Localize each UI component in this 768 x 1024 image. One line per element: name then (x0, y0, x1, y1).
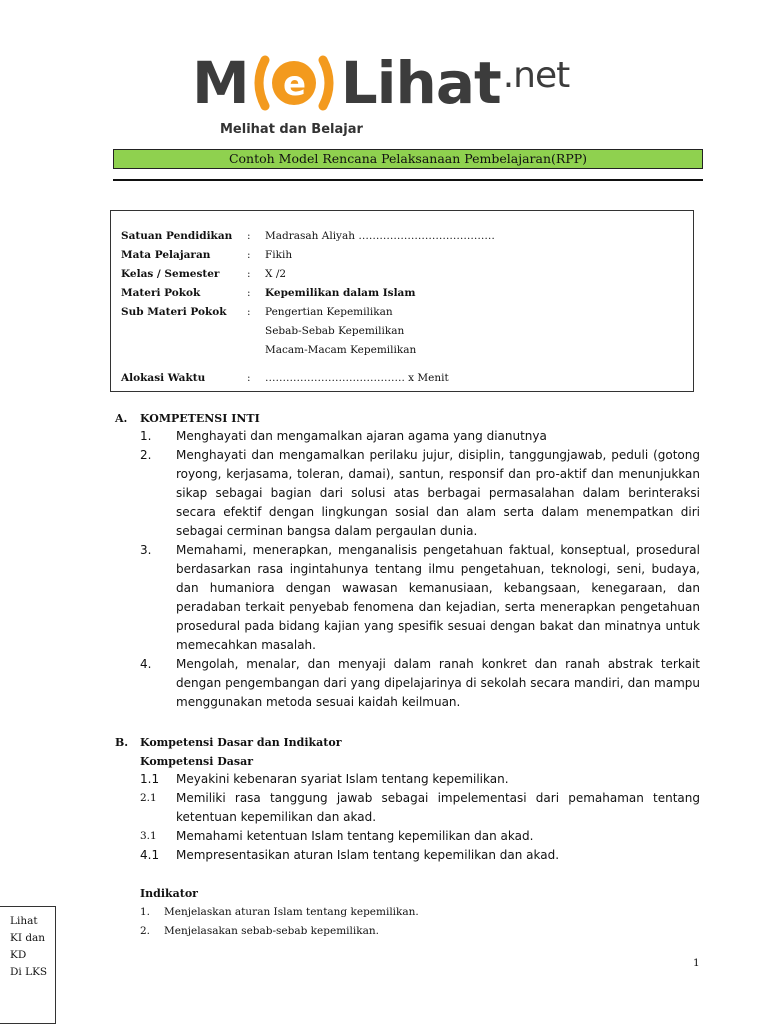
indikator-list (140, 903, 700, 941)
item-number: 1. (140, 906, 151, 918)
section-title: Kompetensi Dasar dan Indikator (140, 736, 342, 749)
list-item (140, 541, 700, 655)
info-value: …………………………………. x Menit (265, 372, 449, 384)
kompetensi-inti-list (140, 427, 700, 712)
side-note-box (0, 906, 56, 1024)
info-value: Macam-Macam Kepemilikan (265, 344, 417, 356)
logo-letter-m: M (192, 49, 249, 117)
info-colon: : (247, 372, 251, 384)
list-item (140, 903, 700, 922)
info-value: Pengertian Kepemilikan (265, 306, 393, 318)
info-value: X /2 (265, 268, 287, 280)
list-item (140, 789, 700, 827)
logo-letter-e: e (282, 64, 305, 104)
info-label: Sub Materi Pokok (121, 306, 227, 318)
item-number: 2. (140, 925, 151, 937)
list-item (140, 655, 700, 712)
logo-tagline: Melihat dan Belajar (220, 122, 363, 137)
info-label: Mata Pelajaran (121, 249, 211, 261)
kompetensi-dasar-list (140, 770, 700, 865)
list-item (140, 827, 700, 846)
identity-box (110, 210, 694, 392)
item-number: 3.1 (140, 830, 157, 842)
item-text: Mempresentasikan aturan Islam tentang kepemilikan dan akad. (176, 848, 560, 862)
info-label: Satuan Pendidikan (121, 230, 233, 242)
info-label: Materi Pokok (121, 287, 201, 299)
item-number: 2. (140, 448, 152, 462)
item-text: Mengolah, menalar, dan menyaji dalam ranah konkret dan ranah abstrak terkait dengan pengembangan dari yang dipelajarinya di sekolah secara mandiri, dan mampu menggunakan metoda sesuai kaidah keilmuan. (176, 657, 700, 709)
info-value: Sebab-Sebab Kepemilikan (265, 325, 405, 337)
list-item (140, 446, 700, 541)
info-colon: : (247, 306, 251, 318)
side-note-text (10, 913, 54, 981)
item-text: Memiliki rasa tanggung jawab sebagai impelementasi dari pemahaman tentang ketentuan kepemilikan dan akad. (176, 791, 700, 824)
indikator-heading: Indikator (140, 887, 198, 900)
list-item (140, 770, 700, 789)
info-label: Kelas / Semester (121, 268, 220, 280)
item-text: Menghayati dan mengamalkan perilaku jujur, disiplin, tanggungjawab, peduli (gotong royong, kerjasama, toleran, damai), santun, responsif dan pro-aktif dan menunjukkan sikap sebagai bagian dari solusi atas berbagai permasalahan dalam berinteraksi secara efektif dengan lingkungan sosial dan alam serta dalam menempatkan diri sebagai cerminan bangsa dalam pergaulan dunia. (176, 448, 700, 538)
section-title: KOMPETENSI INTI (140, 412, 260, 425)
page-number: 1 (693, 957, 700, 969)
item-number: 4.1 (140, 848, 160, 862)
item-number: 2.1 (140, 792, 157, 804)
side-note-line: Di LKS (10, 966, 48, 978)
list-item (140, 846, 700, 865)
info-colon: : (247, 268, 251, 280)
info-value: Kepemilikan dalam Islam (265, 287, 416, 299)
item-text: Meyakini kebenaran syariat Islam tentang kepemilikan. (176, 772, 509, 786)
side-note-line: KI dan (10, 932, 46, 944)
document-title: Contoh Model Rencana Pelaksanaan Pembelajaran(RPP) (113, 149, 703, 169)
list-item (140, 427, 700, 446)
item-number: 1. (140, 429, 152, 443)
info-colon: : (247, 287, 251, 299)
logo-lihat: Lihat (340, 49, 501, 117)
item-text: Menghayati dan mengamalkan ajaran agama yang dianutnya (176, 429, 547, 443)
side-note-line: Lihat (10, 915, 38, 927)
info-colon: : (247, 249, 251, 261)
item-text: Memahami, menerapkan, menganalisis pengetahuan faktual, konseptual, prosedural berdasarkan rasa ingintahunya tentang ilmu pengetahuan, teknologi, seni, budaya, dan humaniora dengan wawasan kemanusiaan, kebangsaan, kenegaraan, dan peradaban terkait penyebab fenomena dan kejadian, serta menerapkan pengetahuan prosedural pada bidang kajian yang spesifik sesuai dengan bakat dan minatnya untuk memecahkan masalah. (176, 543, 700, 652)
kd-heading: Kompetensi Dasar (140, 755, 254, 768)
divider (113, 179, 703, 181)
section-letter: A. (115, 412, 128, 425)
list-item (140, 922, 700, 941)
section-letter: B. (115, 736, 129, 749)
info-value: Madrasah Aliyah ………………………………… (265, 230, 495, 242)
item-text: Memahami ketentuan Islam tentang kepemilikan dan akad. (176, 829, 534, 843)
logo-net: .net (502, 54, 570, 96)
item-text: Menjelasakan sebab-sebab kepemilikan. (164, 925, 379, 937)
item-number: 3. (140, 543, 152, 557)
info-value: Fikih (265, 249, 293, 261)
item-number: 4. (140, 657, 152, 671)
info-colon: : (247, 230, 251, 242)
eye-icon (251, 54, 337, 112)
side-note-line: KD (10, 949, 27, 961)
item-number: 1.1 (140, 772, 160, 786)
melihat-logo (192, 48, 632, 118)
logo-wordmark (192, 48, 569, 118)
info-label: Alokasi Waktu (121, 372, 206, 384)
item-text: Menjelaskan aturan Islam tentang kepemilikan. (164, 906, 419, 918)
